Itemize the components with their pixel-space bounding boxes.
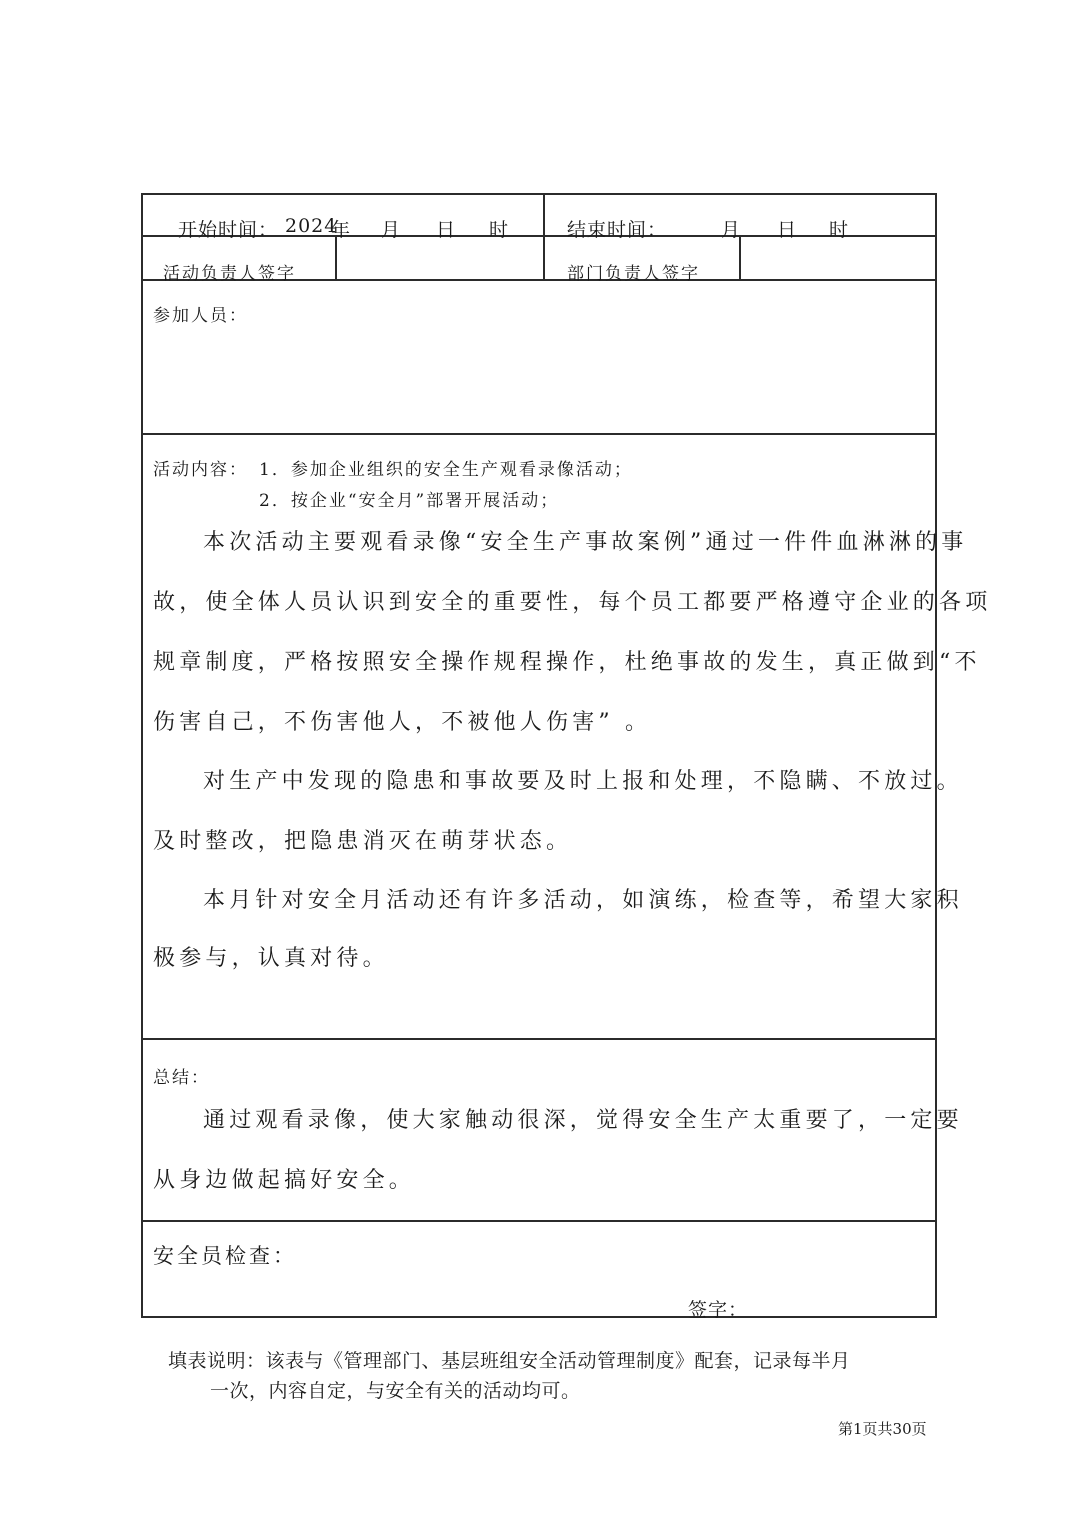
summary-label: 总结： [153,1068,210,1088]
content-paragraph-line: 本次活动主要观看录像“安全生产事故案例”通过一件件血淋淋的事 [203,530,968,555]
safety-check-signature-label: 签字： [688,1299,749,1321]
end-hour-unit: 时 [829,219,850,241]
form-note-line-2: 一次，内容自定，与安全有关的活动均可。 [210,1380,581,1402]
activity-item-1: 1．参加企业组织的安全生产观看录像活动； [259,460,633,480]
row-divider [143,433,935,435]
activity-item-2: 2．按企业“安全月”部署开展活动； [259,491,560,511]
form-note-line-1: 填表说明：该表与《管理部门、基层班组安全活动管理制度》配套，记录每半月 [168,1350,851,1372]
activity-record-form [141,193,992,1321]
start-month-unit: 月 [381,219,402,241]
content-paragraph-line: 本月针对安全月活动还有许多活动，如演练，检查等，希望大家积 [203,888,963,913]
row-divider [143,1220,935,1222]
content-paragraph-line: 规章制度，严格按照安全操作规程操作，杜绝事故的发生，真正做到“不 [153,650,981,675]
start-year-unit: 年 [331,219,352,241]
content-paragraph-line: 伤害自己，不伤害他人，不被他人伤害” 。 [153,710,652,735]
dept-leader-signature-label: 部门负责人签字 [567,264,700,284]
content-paragraph-line: 故，使全体人员认识到安全的重要性，每个员工都要严格遵守企业的各项 [153,590,992,615]
start-day-unit: 日 [436,219,457,241]
content-paragraph-line: 极参与，认真对待。 [153,946,389,971]
participants-label: 参加人员： [153,306,248,326]
page-number: 第1页共30页 [838,1420,927,1438]
column-divider [543,195,545,279]
activity-content-label: 活动内容： [153,460,248,480]
start-time-label: 开始时间： [178,219,279,241]
end-day-unit: 日 [777,219,798,241]
end-time-label: 结束时间： [567,219,668,241]
summary-line: 通过观看录像，使大家触动很深，觉得安全生产太重要了，一定要 [203,1108,963,1133]
summary-line: 从身边做起搞好安全。 [153,1168,416,1193]
content-paragraph-line: 及时整改，把隐患消灭在萌芽状态。 [153,829,573,854]
safety-check-label: 安全员检查： [153,1244,297,1268]
start-year-value: 2024 [285,215,338,237]
activity-leader-signature-label: 活动负责人签字 [163,264,296,284]
row-divider [143,1038,935,1040]
start-hour-unit: 时 [489,219,510,241]
end-month-unit: 月 [721,219,742,241]
content-paragraph-line: 对生产中发现的隐患和事故要及时上报和处理，不隐瞒、不放过。 [203,769,963,794]
